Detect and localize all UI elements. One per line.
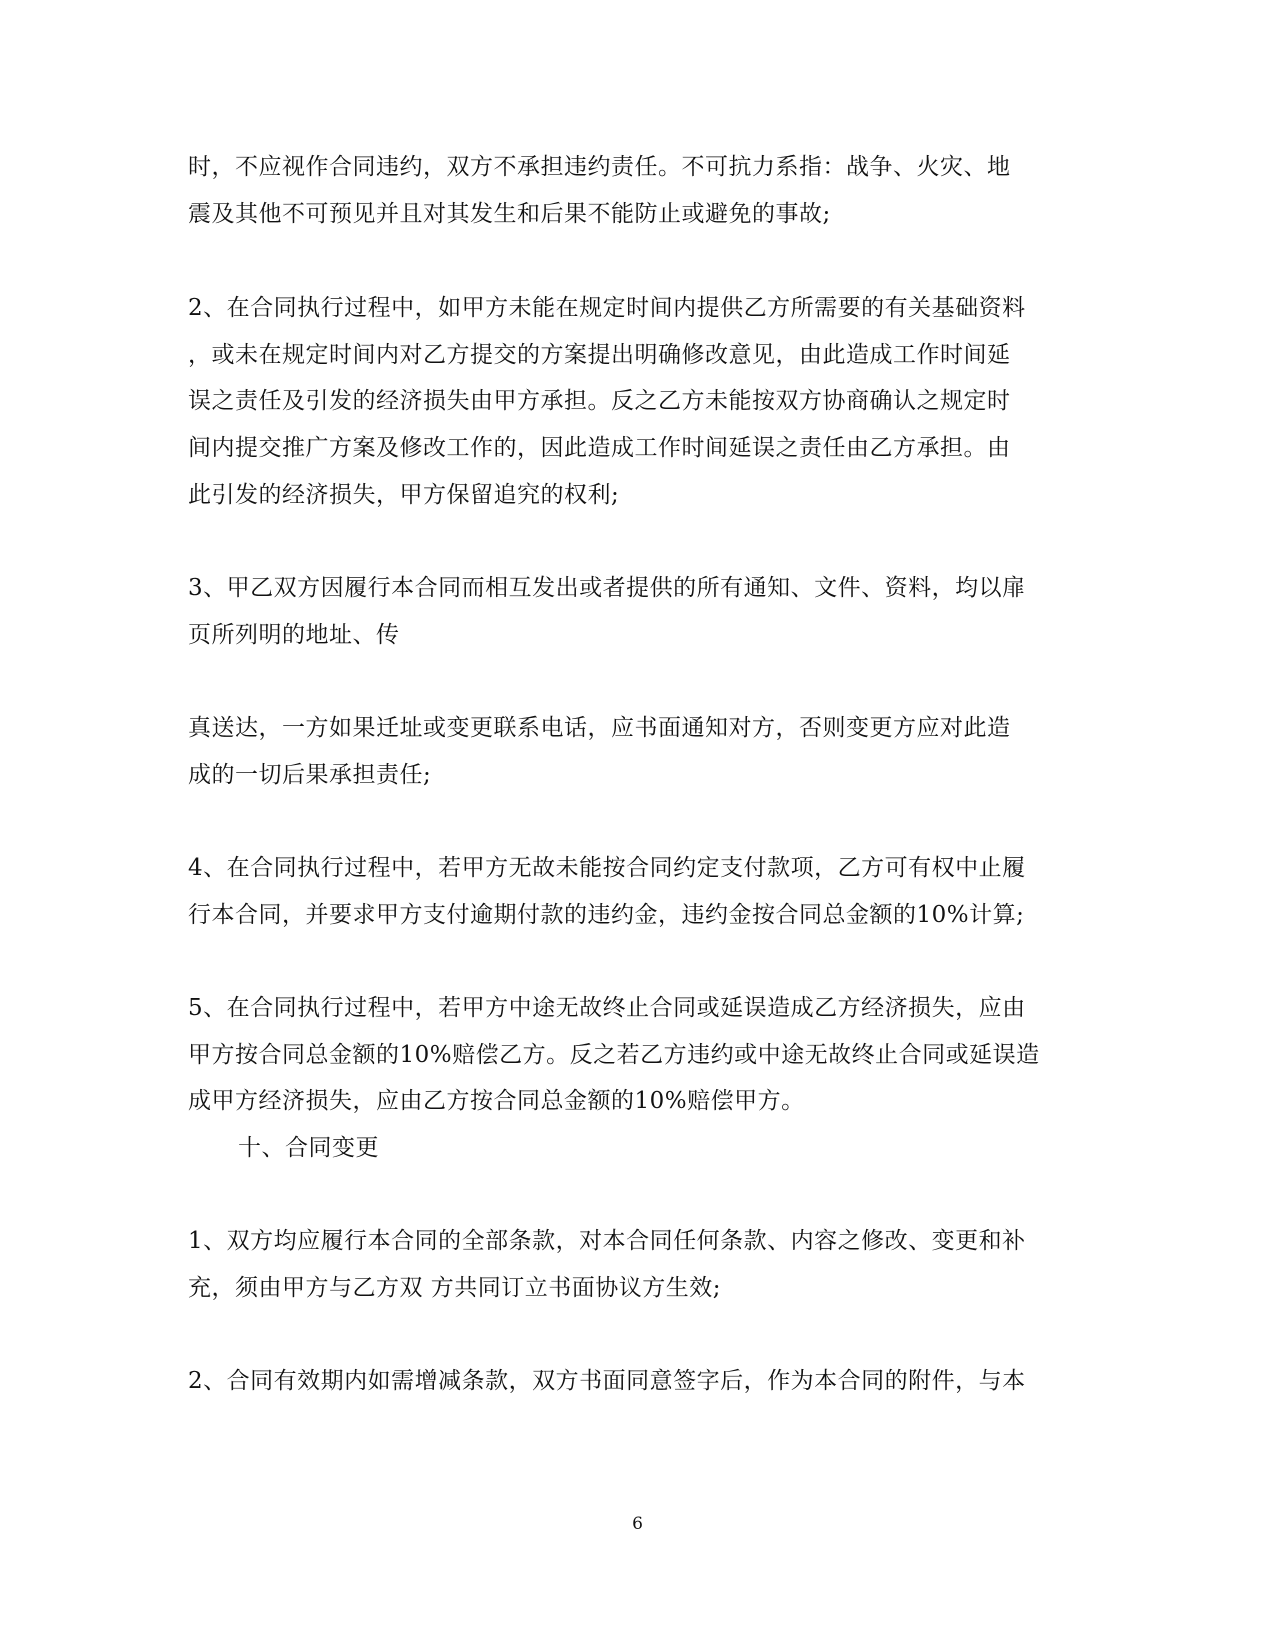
paragraph-line: 成甲方经济损失，应由乙方按合同总金额的10%赔偿甲方。 <box>188 1088 805 1114</box>
paragraph-line: 时，不应视作合同违约，双方不承担违约责任。不可抗力系指：战争、火灾、地 <box>188 154 1011 180</box>
paragraph-line: 成的一切后果承担责任; <box>188 762 432 788</box>
paragraph-line: 此引发的经济损失，甲方保留追究的权利; <box>188 482 620 508</box>
paragraph-line: 震及其他不可预见并且对其发生和后果不能防止或避免的事故; <box>188 201 831 227</box>
paragraph-line: ，或未在规定时间内对乙方提交的方案提出明确修改意见，由此造成工作时间延 <box>188 342 1011 368</box>
page-number: 6 <box>632 1514 643 1534</box>
paragraph-line: 充，须由甲方与乙方双 方共同订立书面协议方生效; <box>188 1275 722 1301</box>
paragraph-line: 间内提交推广方案及修改工作的，因此造成工作时间延误之责任由乙方承担。由 <box>188 435 1011 461</box>
paragraph-line: 4、在合同执行过程中，若甲方无故未能按合同约定支付款项，乙方可有权中止履 <box>188 855 1026 881</box>
paragraph-line: 2、在合同执行过程中，如甲方未能在规定时间内提供乙方所需要的有关基础资料 <box>188 295 1026 321</box>
paragraph-line: 3、甲乙双方因履行本合同而相互发出或者提供的所有通知、文件、资料，均以扉 <box>188 575 1026 601</box>
paragraph-line: 真送达，一方如果迁址或变更联系电话，应书面通知对方，否则变更方应对此造 <box>188 715 1011 741</box>
paragraph-line: 2、合同有效期内如需增减条款，双方书面同意签字后，作为本合同的附件，与本 <box>188 1368 1026 1394</box>
paragraph-line: 页所列明的地址、传 <box>188 622 400 648</box>
paragraph-line: 行本合同，并要求甲方支付逾期付款的违约金，违约金按合同总金额的10%计算; <box>188 902 1025 928</box>
paragraph-line: 甲方按合同总金额的10%赔偿乙方。反之若乙方违约或中途无故终止合同或延误造 <box>188 1042 1040 1068</box>
paragraph-line: 5、在合同执行过程中，若甲方中途无故终止合同或延误造成乙方经济损失，应由 <box>188 995 1026 1021</box>
paragraph-line: 1、双方均应履行本合同的全部条款，对本合同任何条款、内容之修改、变更和补 <box>188 1228 1026 1254</box>
paragraph-line: 误之责任及引发的经济损失由甲方承担。反之乙方未能按双方协商确认之规定时 <box>188 388 1011 414</box>
section-heading: 十、合同变更 <box>238 1135 379 1161</box>
